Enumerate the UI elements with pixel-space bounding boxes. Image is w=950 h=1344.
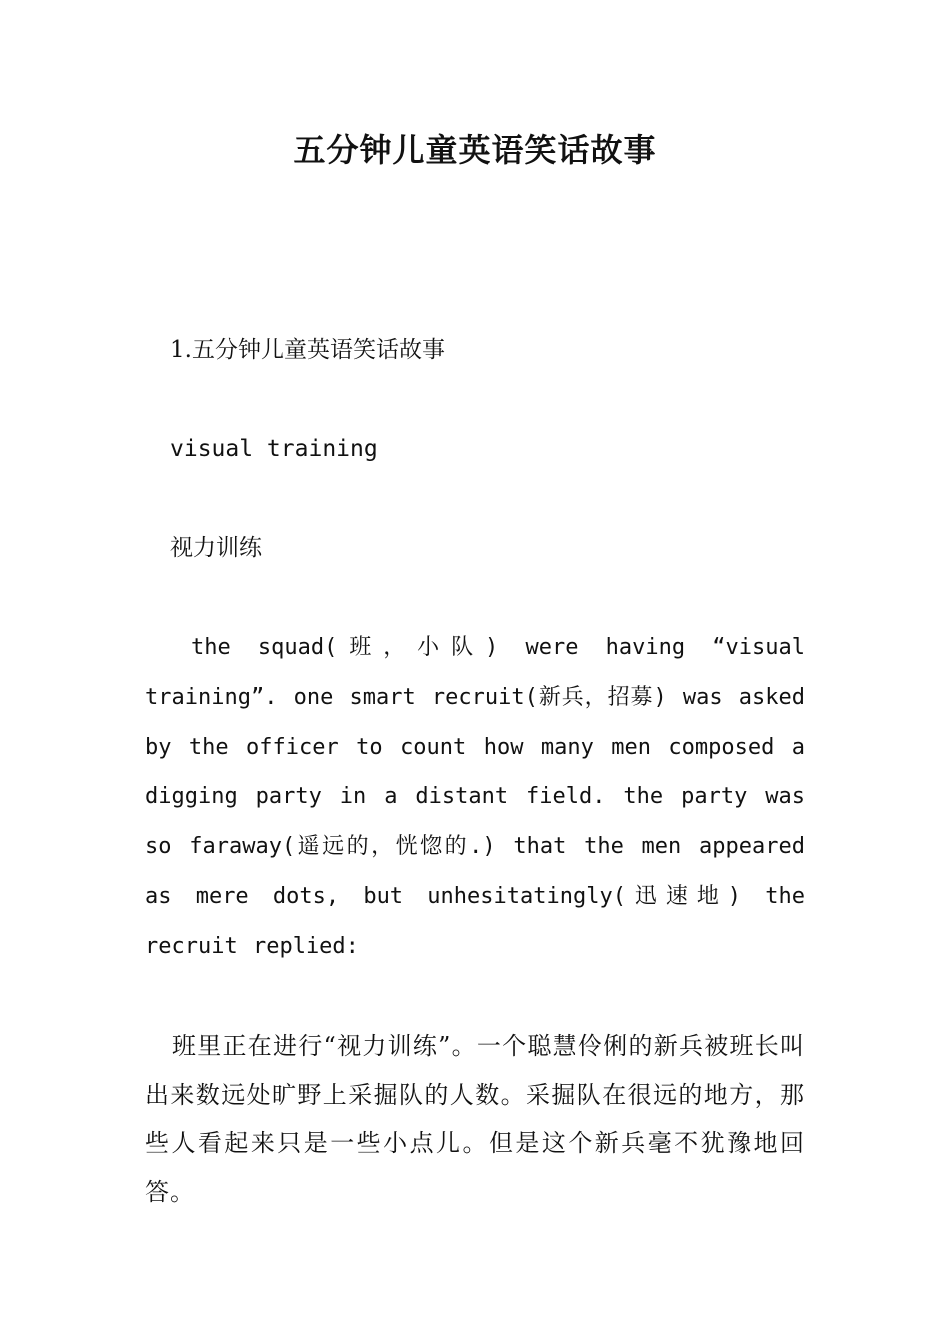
section-heading: 1.五分钟儿童英语笑话故事 [170, 337, 445, 363]
story-title-en: visual training [170, 436, 378, 462]
paragraph-english: the squad(班，小队) were having “visual training”. one smart recruit(新兵，招募) was asked by the officer to count how many men composed a digging party in a distant field. the party was so faraway(遥远的，恍惚的.) that the men appeared as mere dots, but unhesitatingly(迅速地) the recruit replied: [145, 635, 805, 959]
story-title-zh: 视力训练 [170, 535, 262, 561]
document-title: 五分钟儿童英语笑话故事 [293, 131, 657, 169]
paragraph-chinese: 班里正在进行“视力训练”。一个聪慧伶俐的新兵被班长叫出来数远处旷野上采掘队的人数。采掘队在很远的地方，那些人看起来只是一些小点儿。但是这个新兵毫不犹豫地回答。 [145, 1032, 805, 1206]
